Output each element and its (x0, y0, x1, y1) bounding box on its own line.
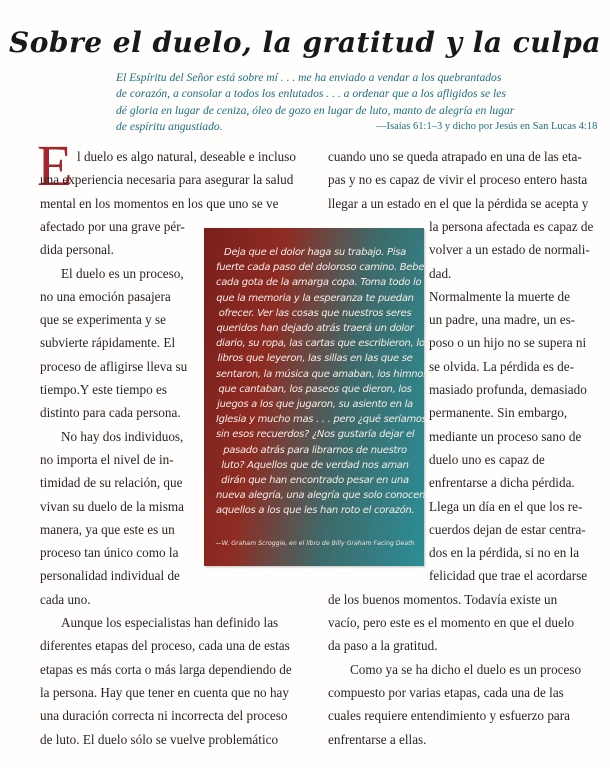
pull-quote-line: pasado atrás para librarnos de nuestro (223, 444, 407, 456)
epigraph-line: de corazón, a consolar a todos los enlutados . . . a ordenar que a los afligidos se les (116, 87, 506, 101)
body-text-line: mental en los momentos en los que uno se ve (40, 195, 279, 211)
drop-cap: E (37, 133, 73, 198)
pull-quote-line: fuerte cada paso del doloroso camino. Bebe (216, 262, 425, 274)
body-text-line: no importa el nivel de in- (40, 451, 174, 467)
body-text-line: permanente. Sin embargo, (429, 405, 568, 421)
body-text-line: dad. (429, 265, 452, 281)
pull-quote-attribution: —W. Graham Scroggie, en el libro de Billy Graham Facing Death (215, 540, 415, 547)
body-text-line: que se experimenta y se (40, 312, 166, 328)
body-text-line: No hay dos individuos, (61, 428, 184, 444)
pull-quote-line: Iglesia y mucho mas . . . pero ¿qué seríamos (216, 414, 427, 426)
body-text-line: una experiencia necesaria para asegurar la salud (40, 172, 294, 188)
pull-quote-line: juegos a los que jugaron, su asiento en la (217, 399, 413, 411)
body-text-line: una duración correcta ni incorrecta del proceso (40, 708, 288, 724)
body-text-line: Normalmente la muerte de (429, 288, 570, 304)
body-text-line: Como ya se ha dicho el duelo es un proceso (350, 661, 582, 677)
body-text-line: duelo uno es capaz de (429, 451, 545, 467)
body-text-line: personalidad individual de (40, 568, 180, 584)
epigraph-line-text: de espíritu angustiado. (116, 120, 223, 134)
body-text-line: tiempo.Y este tiempo es (40, 382, 167, 397)
body-text-line: masiado profunda, demasiado (429, 382, 587, 397)
body-text-line: la persona afectada es capaz de (429, 218, 594, 234)
body-text-line: no una emoción pasajera (40, 288, 171, 304)
pull-quote-line: sentaron, la música que amaban, los himnos (216, 368, 429, 380)
pull-quote-line: que la memoria y la esperanza te puedan (216, 292, 414, 304)
pull-quote-line: cada gota de la amarga copa. Toma todo lo (216, 277, 422, 289)
pull-quote-box (204, 228, 430, 566)
body-text-line: Llega un día en el que los re- (429, 498, 583, 514)
body-text-line: manera, ya que este es un (40, 521, 175, 537)
body-text-line: pas y no es capaz de vivir el proceso entero hasta (328, 172, 588, 188)
body-text-line: de luto. El duelo sólo se vuelve problemático (40, 731, 279, 747)
body-text-line: vacío, pero este es el momento en que el duelo (328, 615, 575, 630)
epigraph-citation: —Isaías 61:1–3 y dicho por Jesús en San Lucas 4:18 (376, 121, 598, 133)
body-text-line: felicidad que trae el acordarse (429, 568, 588, 584)
body-text-line: cuerdos dejan de estar centra- (429, 521, 586, 537)
body-text-line: enfrentarse a ellas. (328, 731, 427, 747)
pull-quote-line: aquellos a los que les han roto el corazón. (216, 505, 415, 517)
pull-quote-line: diario, su ropa, las cartas que escribieron, los (216, 338, 430, 350)
epigraph-line: El Espíritu del Señor está sobre mí . . . me ha enviado a vendar a los quebrantados (116, 71, 502, 84)
body-text-line: da paso a la gratitud. (328, 638, 438, 654)
pull-quote-line: sin esos recuerdos? ¿Nos gustaría dejar el (216, 429, 415, 441)
pull-quote-line: queridos han dejado atrás traerá un dolor (216, 323, 414, 335)
pull-quote-line: nueva alegría, una alegría que solo conocen (216, 490, 425, 502)
body-text-line: diferentes etapas del proceso, cada una de estas (40, 638, 290, 654)
body-text-line: cuales requiere entendimiento y esfuerzo para (328, 708, 571, 724)
body-text-line: afectado por una grave pér- (40, 218, 185, 234)
body-text-line: mediante un proceso sano de (429, 428, 582, 444)
body-text-line: Aunque los especialistas han definido las (61, 615, 279, 630)
pull-quote-line: luto? Aquellos que de verdad nos aman (221, 459, 409, 471)
body-text-line: dida personal. (40, 242, 114, 258)
body-text-line: compuesto por varias etapas, cada una de las (328, 684, 564, 700)
pull-quote-line: Deja que el dolor haga su trabajo. Pisa (224, 247, 406, 258)
body-text-line: se olvida. La pérdida es de- (429, 358, 575, 374)
body-text-line: timidad de su relación, que (40, 475, 183, 491)
body-text-line: de los buenos momentos. Todavía existe un (328, 591, 558, 607)
body-text-line: poso o un hijo no se supera ni (429, 335, 587, 351)
body-text-line: vivan su duelo de la misma (40, 498, 184, 514)
epigraph (116, 70, 598, 136)
body-text-line: enfrentarse a dicha pérdida. (429, 475, 575, 491)
body-text-line: cuando uno se queda atrapado en una de las eta- (328, 149, 582, 164)
body-text-line: volver a un estado de normali- (429, 242, 590, 258)
body-text-line: la persona. Hay que tener en cuenta que no hay (40, 684, 289, 700)
body-text-line: dos en la pérdida, si no en la (429, 545, 580, 561)
body-text-line: proceso tan único como la (40, 545, 179, 561)
body-text-line: etapas es más corta o más larga dependiendo de (40, 661, 292, 677)
body-text-line: cada uno. (40, 591, 91, 607)
body-text-line: subvierte rápidamente. El (40, 335, 176, 351)
body-text-line: proceso de afligirse lleva su (40, 358, 188, 374)
pull-quote-line: libros que leyeron, las sillas en las que se (217, 353, 413, 365)
page-title: Sobre el duelo, la gratitud y la culpa (8, 26, 602, 59)
body-text-line: un padre, una madre, un es- (429, 312, 576, 328)
body-text-line: distinto para cada persona. (40, 405, 181, 421)
epigraph-line: dé gloria en lugar de ceniza, óleo de gozo en lugar de luto, manto de alegría en lugar (116, 103, 515, 117)
body-text-line: El duelo es un proceso, (61, 265, 184, 281)
pull-quote-line: que cantaban, los paseos que dieron, los (218, 383, 412, 395)
pull-quote-line: dirán que han encontrado pesar en una (221, 475, 409, 487)
pull-quote-text (216, 245, 430, 519)
body-text-line: llegar a un estado en el que la pérdida se acepta y (328, 195, 589, 211)
epigraph-line (116, 119, 598, 135)
pull-quote-line: ofrecer. Ver las cosas que nuestros seres (218, 307, 412, 319)
body-text-line: l duelo es algo natural, deseable e incluso (77, 149, 296, 164)
